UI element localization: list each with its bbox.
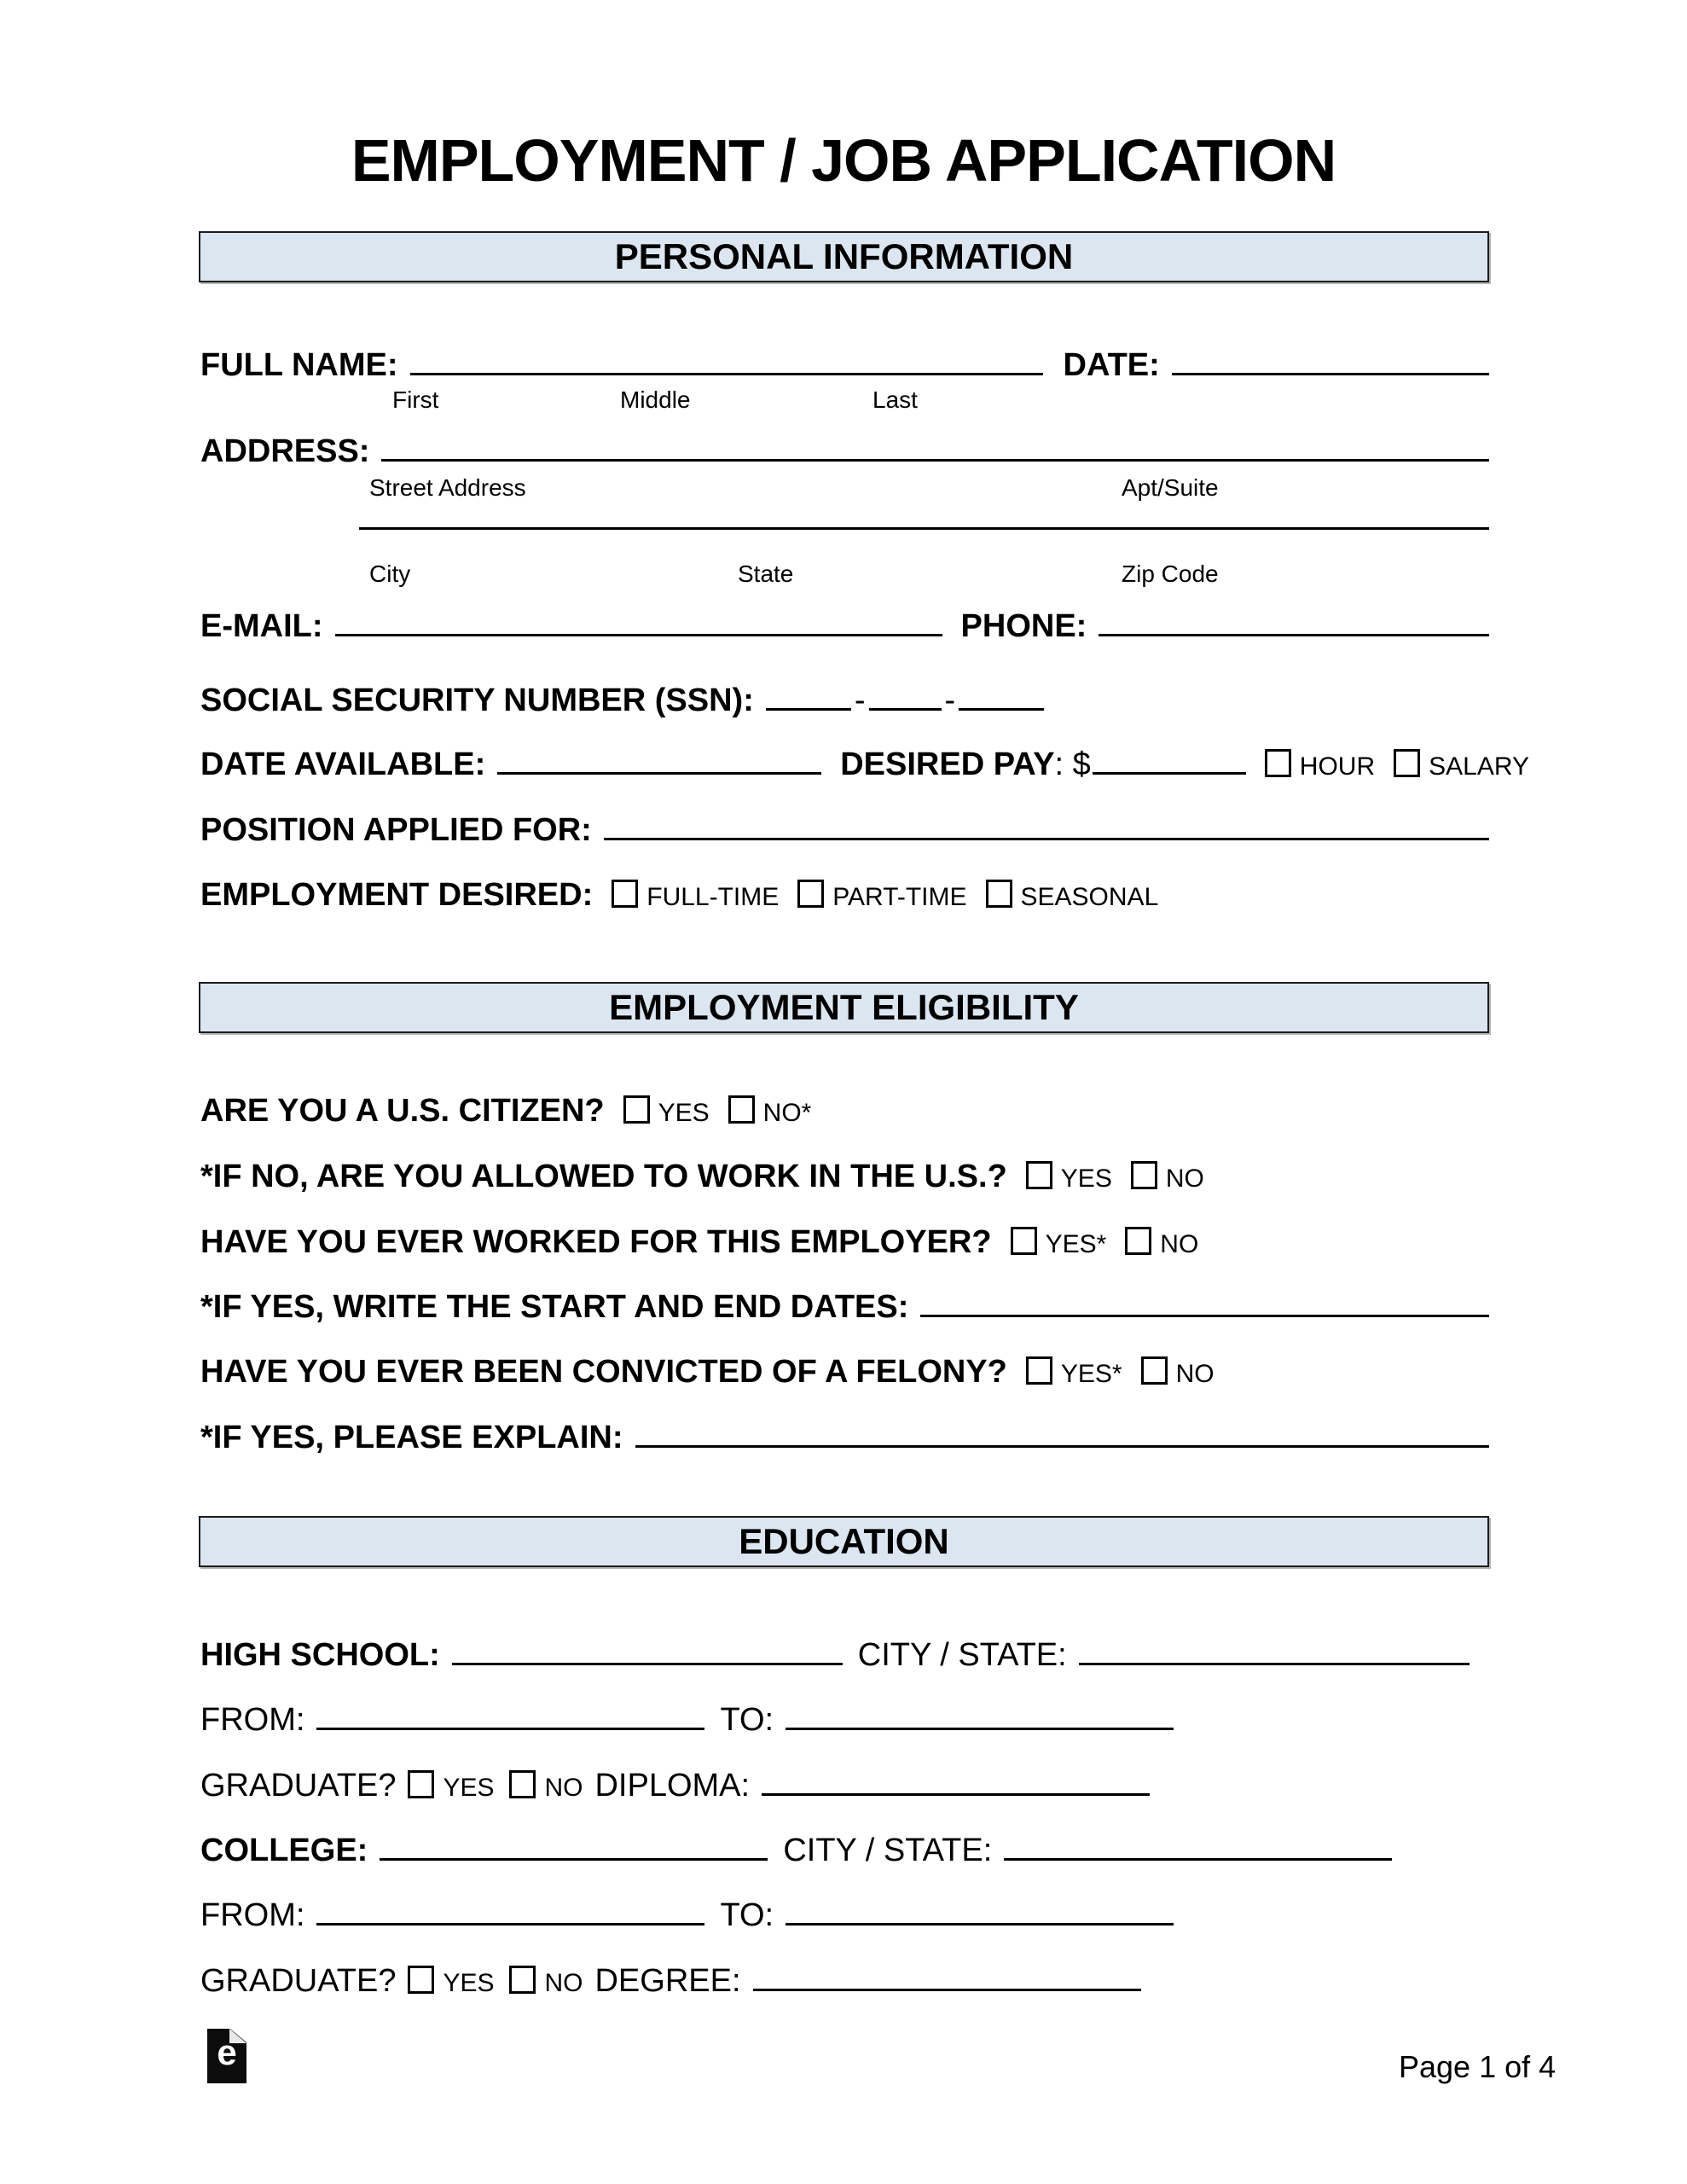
allowed-no-label: NO <box>1165 1165 1204 1193</box>
college-label: COLLEGE: <box>200 1833 368 1868</box>
felony-no-checkbox[interactable] <box>1141 1356 1168 1385</box>
date-available-label: DATE AVAILABLE: <box>200 746 486 782</box>
hs-city-state-label: CITY / STATE: <box>857 1637 1067 1673</box>
ssn-dash-2: - <box>944 682 956 718</box>
hs-graduate-yes-checkbox[interactable] <box>408 1770 434 1798</box>
page-title: EMPLOYMENT / JOB APPLICATION <box>351 127 1336 194</box>
citizen-no-checkbox[interactable] <box>728 1095 755 1124</box>
part-time-option-label: PART-TIME <box>832 883 967 911</box>
high-school-row <box>200 1637 1489 1675</box>
worked-yes-label: YES* <box>1045 1230 1107 1258</box>
address-label: ADDRESS: <box>200 433 370 469</box>
hs-graduate-label: GRADUATE? <box>200 1768 397 1804</box>
address-row <box>200 433 1489 471</box>
citizen-question-label: ARE YOU A U.S. CITIZEN? <box>200 1093 605 1129</box>
college-to-label: TO: <box>720 1897 774 1933</box>
section-header-label: EDUCATION <box>739 1521 949 1561</box>
email-line[interactable] <box>335 634 942 636</box>
allowed-yes-checkbox[interactable] <box>1026 1161 1052 1189</box>
eforms-logo <box>207 2029 246 2083</box>
desired-pay-label: DESIRED PAY <box>840 746 1055 782</box>
college-from-label: FROM: <box>200 1897 305 1933</box>
position-line[interactable] <box>604 838 1489 840</box>
hs-to-line[interactable] <box>786 1728 1174 1730</box>
ssn-row <box>200 682 1489 720</box>
allowed-no-checkbox[interactable] <box>1131 1161 1157 1189</box>
phone-label: PHONE: <box>960 608 1087 644</box>
degree-label: DEGREE: <box>594 1963 741 1999</box>
position-row <box>200 812 1489 850</box>
diploma-line[interactable] <box>762 1793 1150 1796</box>
desired-pay-suffix: : $ <box>1054 746 1091 782</box>
allowed-to-work-label: *IF NO, ARE YOU ALLOWED TO WORK IN THE U.S.? <box>200 1159 1007 1194</box>
felony-yes-checkbox[interactable] <box>1026 1356 1052 1385</box>
full-name-label: FULL NAME: <box>200 347 398 383</box>
worked-before-row <box>200 1224 1489 1262</box>
date-available-line[interactable] <box>497 772 821 775</box>
college-dates-row <box>200 1897 1489 1935</box>
full-time-checkbox[interactable] <box>612 880 638 908</box>
phone-line[interactable] <box>1099 634 1489 636</box>
college-row <box>200 1833 1489 1870</box>
logo-letter: e <box>217 2032 237 2072</box>
hs-to-label: TO: <box>720 1702 774 1738</box>
high-school-graduate-row <box>200 1768 1489 1805</box>
hour-option-label: HOUR <box>1299 752 1376 781</box>
street-address-line[interactable] <box>381 459 1489 462</box>
section-header-personal-information <box>199 231 1489 282</box>
college-line[interactable] <box>380 1858 768 1861</box>
felony-question-label: HAVE YOU EVER BEEN CONVICTED OF A FELONY? <box>200 1354 1007 1390</box>
section-header-label: PERSONAL INFORMATION <box>614 236 1074 276</box>
street-address-sublabel: Street Address <box>369 474 526 501</box>
worked-before-label: HAVE YOU EVER WORKED FOR THIS EMPLOYER? <box>200 1224 992 1260</box>
seasonal-option-label: SEASONAL <box>1020 883 1159 911</box>
start-end-dates-line[interactable] <box>920 1315 1489 1317</box>
college-city-state-label: CITY / STATE: <box>783 1833 993 1868</box>
worked-yes-checkbox[interactable] <box>1011 1227 1037 1255</box>
college-from-line[interactable] <box>316 1923 704 1926</box>
college-graduate-yes-checkbox[interactable] <box>408 1966 434 1994</box>
high-school-line[interactable] <box>452 1663 843 1665</box>
felony-explain-line[interactable] <box>635 1445 1489 1448</box>
start-end-dates-row <box>200 1289 1489 1327</box>
citizen-yes-label: YES <box>658 1099 710 1127</box>
hs-from-line[interactable] <box>316 1728 704 1730</box>
desired-pay-line[interactable] <box>1093 772 1246 775</box>
felony-explain-label: *IF YES, PLEASE EXPLAIN: <box>200 1420 623 1455</box>
seasonal-checkbox[interactable] <box>986 880 1012 908</box>
felony-yes-label: YES* <box>1060 1360 1122 1388</box>
date-label: DATE: <box>1063 347 1160 383</box>
diploma-label: DIPLOMA: <box>594 1768 751 1804</box>
allowed-to-work-row <box>200 1159 1489 1196</box>
ssn-dash-1: - <box>854 682 866 718</box>
high-school-label: HIGH SCHOOL: <box>200 1637 440 1673</box>
first-sublabel: First <box>392 386 439 413</box>
middle-sublabel: Middle <box>620 386 691 413</box>
city-state-zip-line[interactable] <box>359 527 1489 530</box>
college-to-line[interactable] <box>786 1923 1174 1926</box>
degree-line[interactable] <box>753 1989 1141 1991</box>
email-label: E-MAIL: <box>200 608 323 644</box>
citizen-question-row <box>200 1093 1489 1130</box>
employment-desired-label: EMPLOYMENT DESIRED: <box>200 877 594 913</box>
position-applied-label: POSITION APPLIED FOR: <box>200 812 592 848</box>
felony-question-row <box>200 1354 1489 1391</box>
college-graduate-yes-label: YES <box>443 1969 495 1997</box>
apt-suite-sublabel: Apt/Suite <box>1122 474 1219 501</box>
full-name-line[interactable] <box>410 373 1043 375</box>
city-sublabel: City <box>369 561 411 587</box>
worked-no-label: NO <box>1160 1230 1199 1258</box>
section-header-label: EMPLOYMENT ELIGIBILITY <box>609 987 1079 1027</box>
citizen-no-label: NO* <box>762 1099 812 1127</box>
full-time-option-label: FULL-TIME <box>646 883 780 911</box>
worked-no-checkbox[interactable] <box>1125 1227 1151 1255</box>
hs-graduate-no-checkbox[interactable] <box>509 1770 536 1798</box>
salary-option-label: SALARY <box>1429 752 1529 781</box>
full-name-row <box>200 347 1489 385</box>
citizen-yes-checkbox[interactable] <box>623 1095 650 1124</box>
zip-code-sublabel: Zip Code <box>1122 561 1219 587</box>
college-city-state-line[interactable] <box>1004 1858 1392 1861</box>
page-number: Page 1 of 4 <box>1399 2049 1557 2084</box>
address-row-2 <box>200 527 1489 530</box>
college-graduate-no-checkbox[interactable] <box>509 1966 536 1994</box>
hour-checkbox[interactable] <box>1265 749 1291 777</box>
ssn-label: SOCIAL SECURITY NUMBER (SSN): <box>200 682 754 718</box>
section-header-education <box>199 1516 1489 1567</box>
college-graduate-label: GRADUATE? <box>200 1963 397 1999</box>
state-sublabel: State <box>738 561 794 587</box>
hs-graduate-yes-label: YES <box>443 1774 495 1802</box>
hs-from-label: FROM: <box>200 1702 305 1738</box>
hs-city-state-line[interactable] <box>1079 1663 1470 1665</box>
college-graduate-no-label: NO <box>544 1969 583 1997</box>
ssn-line-3[interactable] <box>959 708 1044 711</box>
salary-checkbox[interactable] <box>1394 749 1420 777</box>
high-school-dates-row <box>200 1702 1489 1740</box>
allowed-yes-label: YES <box>1060 1165 1112 1193</box>
felony-explain-row <box>200 1420 1489 1457</box>
date-available-pay-row <box>200 746 1529 784</box>
employment-desired-row <box>200 877 1489 915</box>
start-end-dates-label: *IF YES, WRITE THE START AND END DATES: <box>200 1289 909 1325</box>
ssn-line-1[interactable] <box>766 708 851 711</box>
date-line[interactable] <box>1172 373 1489 375</box>
hs-graduate-no-label: NO <box>544 1774 583 1802</box>
email-phone-row <box>200 608 1489 646</box>
section-header-employment-eligibility <box>199 982 1489 1033</box>
college-graduate-row <box>200 1963 1489 2001</box>
part-time-checkbox[interactable] <box>797 880 824 908</box>
ssn-line-2[interactable] <box>869 708 942 711</box>
last-sublabel: Last <box>872 386 918 413</box>
felony-no-label: NO <box>1175 1360 1215 1388</box>
